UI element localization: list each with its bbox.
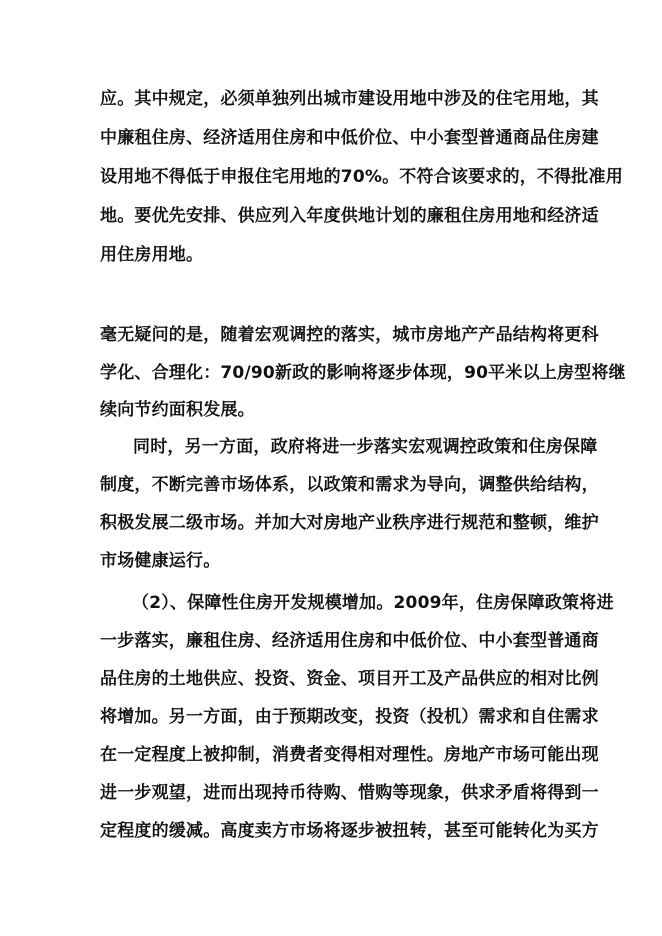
paragraph-4-line-6: 进一步观望，进而出现持币待购、惜购等现象，供求矛盾将得到一 [100, 783, 599, 803]
paragraph-3-line-2: 制度，不断完善市场体系，以政策和需求为导向，调整供给结构， [100, 475, 599, 495]
paragraph-1-line-2: 中廉租住房、经济适用住房和中低价位、中小套型普通商品住房建 [100, 128, 599, 148]
paragraph-4-line-4: 将增加。另一方面，由于预期改变，投资（投机）需求和自住需求 [100, 707, 599, 727]
paragraph-2-line-3: 续向节约面积发展。 [100, 400, 255, 420]
paragraph-4-line-3: 品住房的土地供应、投资、资金、项目开工及产品供应的相对比例 [100, 669, 599, 689]
paragraph-1-line-3: 设用地不得低于申报住宅用地的70%。不符合该要求的，不得批准用 [100, 167, 623, 187]
paragraph-3-line-4: 市场健康运行。 [100, 551, 221, 571]
paragraph-2-line-2: 学化、合理化：70/90新政的影响将逐步体现，90平米以上房型将继 [100, 363, 626, 383]
paragraph-3-line-1: 同时，另一方面，政府将进一步落实宏观调控政策和住房保障 [133, 437, 598, 457]
paragraph-3-line-3: 积极发展二级市场。并加大对房地产业秩序进行规范和整顿，维护 [100, 513, 599, 533]
paragraph-1-line-5: 用住房用地。 [100, 245, 204, 265]
paragraph-4-line-5: 在一定程度上被抑制，消费者变得相对理性。房地产市场可能出现 [100, 745, 599, 765]
paragraph-4-line-7: 定程度的缓减。高度卖方市场将逐步被扭转，甚至可能转化为买方 [100, 821, 599, 841]
paragraph-1-line-4: 地。要优先安排、供应列入年度供地计划的廉租住房用地和经济适 [100, 206, 599, 226]
paragraph-1-line-1: 应。其中规定，必须单独列出城市建设用地中涉及的住宅用地，其 [100, 89, 599, 109]
paragraph-4-line-1: （2）、保障性住房开发规模增加。2009年，住房保障政策将进 [132, 593, 614, 613]
paragraph-2-line-1: 毫无疑问的是，随着宏观调控的落实，城市房地产产品结构将更科 [100, 325, 599, 345]
paragraph-4-line-2: 一步落实，廉租住房、经济适用住房和中低价位、中小套型普通商 [100, 631, 599, 651]
